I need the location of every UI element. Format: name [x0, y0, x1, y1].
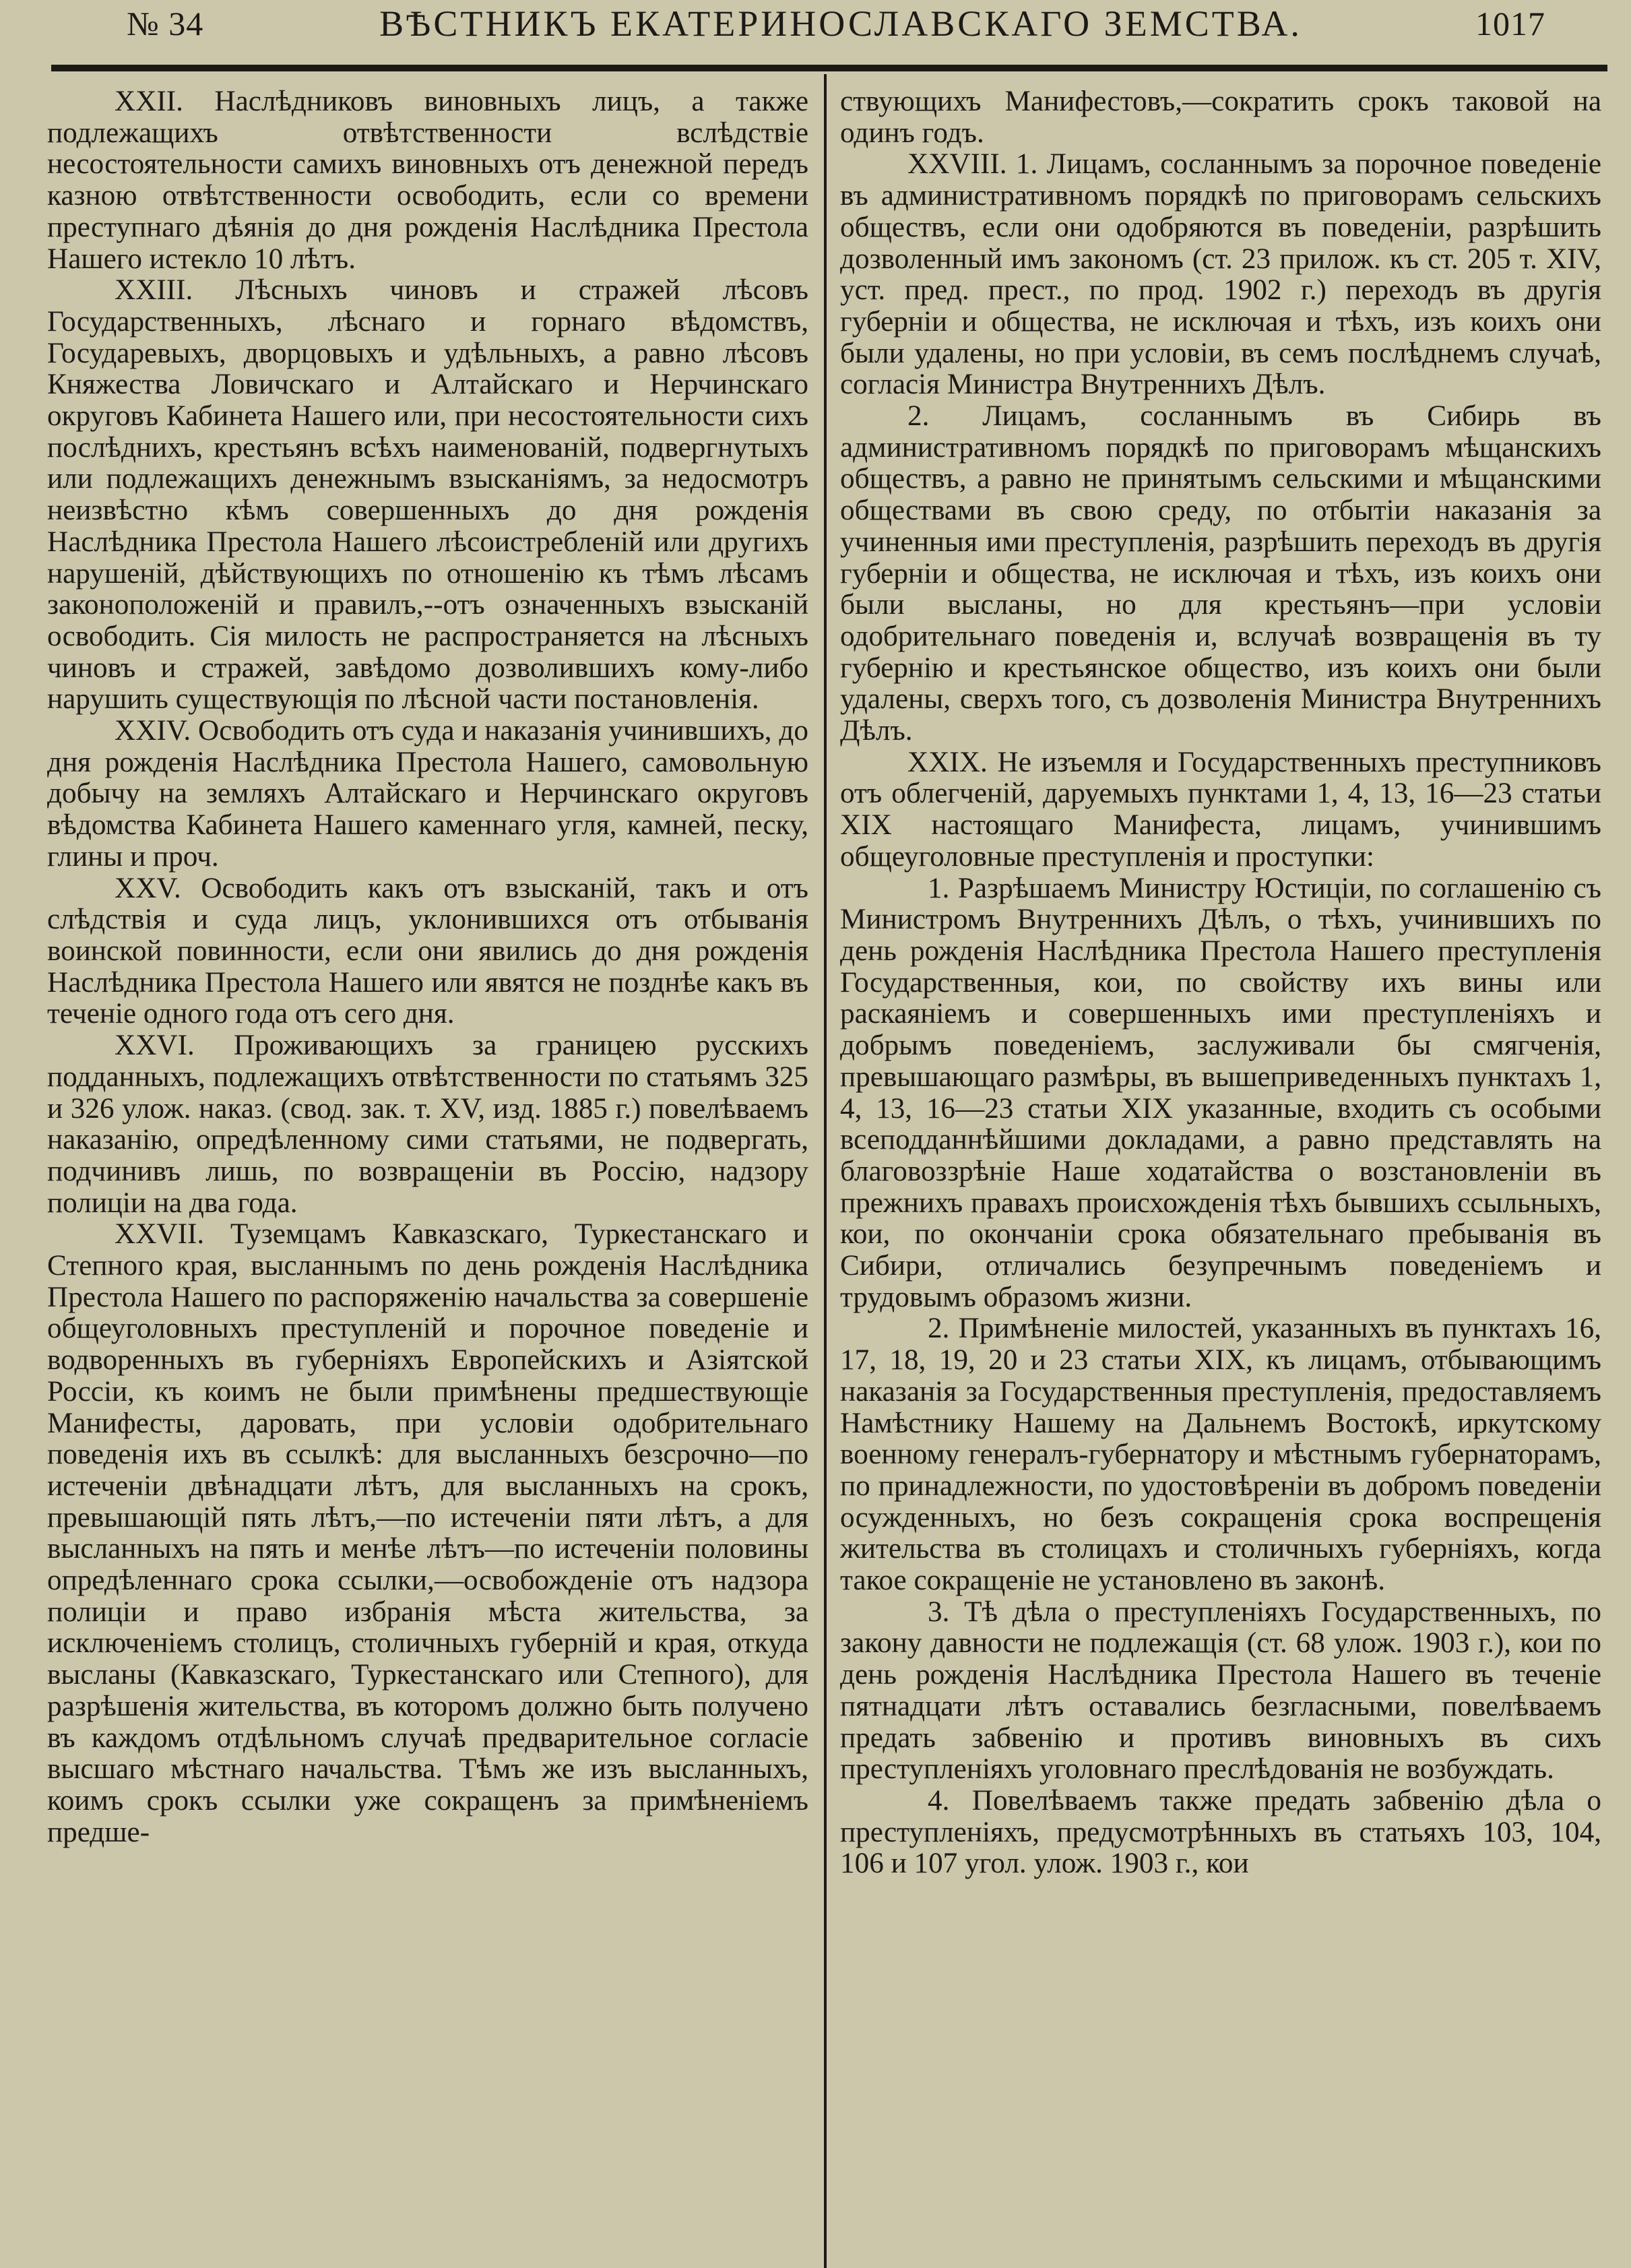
paragraph-xxix-1: 1. Разрѣшаемъ Министру Юстиціи, по соглашенію съ Министромъ Внутреннихъ Дѣлъ, о тѣхъ, учинившихъ по день рожденія Наслѣдника Престола Нашего преступленія Государственныя, кои, по свойству ихъ вины или раскаяніемъ и совершенныхъ ими преступленіяхъ и добрымъ поведеніемъ, заслуживали бы смягченія, превышающаго размѣры, въ вышеприведенныхъ пунктахъ 1, 4, 13, 16—23 статьи XIX указанные, входить съ особыми всеподданнѣйшими докладами, а равно представлять на благовоззрѣніе Наше ходатайства о возстановленіи въ прежнихъ правахъ происхожденія тѣхъ бывшихъ ссыльныхъ, кои, по окончаніи срока обязательнаго пребыванія въ Сибири, отличались безупречнымъ поведеніемъ и трудовымъ образомъ жизни.: [840, 872, 1601, 1313]
paragraph-xxviii-2: 2. Лицамъ, сосланнымъ въ Сибирь въ административномъ порядкѣ по приговорамъ мѣщанскихъ обществъ, а равно не принятымъ сельскими и мѣщанскими обществами въ свою среду, по отбытіи наказанія за учиненныя ими преступленія, разрѣшить переходъ въ другія губерніи и общества, не исключая и тѣхъ, изъ коихъ они были высланы, но для крестьянъ—при условіи одобрительнаго поведенія и, вслучаѣ возвращенія въ ту губернію и крестьянское общество, изъ коихъ они были удалены, сверхъ того, съ дозволенія Министра Внутреннихъ Дѣлъ.: [840, 400, 1601, 747]
paragraph-xxvii: XXVII. Туземцамъ Кавказскаго, Туркестанскаго и Степного края, высланнымъ по день рожденія Наслѣдника Престола Нашего по распоряженію начальства за совершеніе общеуголовныхъ преступленій и порочное поведеніе и водворенныхъ въ губерніяхъ Европейскихъ и Азіятской Россіи, къ коимъ не были примѣнены предшествующіе Манифесты, даровать, при условіи одобрительнаго поведенія ихъ въ ссылкѣ: для высланныхъ безсрочно—по истеченіи двѣнадцати лѣтъ, для высланныхъ на срокъ, превышающій пять лѣтъ,—по истеченіи пяти лѣтъ, а для высланныхъ на пять и менѣе лѣтъ—по истеченіи половины опредѣленнаго срока ссылки,—освобожденіе отъ надзора полиціи и право избранія мѣста жительства, за исключеніемъ столицъ, столичныхъ губерній и края, откуда высланы (Кавказскаго, Туркестанскаго или Степного), для разрѣшенія жительства, въ которомъ должно быть получено въ каждомъ отдѣльномъ случаѣ предварительное согласіе высшаго мѣстнаго начальства. Тѣмъ же изъ высланныхъ, коимъ срокъ ссылки уже сокращенъ за примѣненіемъ предше-: [47, 1218, 808, 1848]
paragraph-xxvi: XXVI. Проживающихъ за границею русскихъ подданныхъ, подлежащихъ отвѣтственности по статьямъ 325 и 326 улож. наказ. (свод. зак. т. XV, изд. 1885 г.) повелѣваемъ наказанію, опредѣленному сими статьями, не подвергать, подчинивъ лишь, по возвращеніи въ Россію, надзору полиціи на два года.: [47, 1030, 808, 1219]
paragraph-continuation: ствующихъ Манифестовъ,—сократить срокъ таковой на одинъ годъ.: [840, 86, 1601, 149]
paragraph-xxiii: XXIII. Лѣсныхъ чиновъ и стражей лѣсовъ Государственныхъ, лѣснаго и горнаго вѣдомствъ, Государевыхъ, дворцовыхъ и удѣльныхъ, а равно лѣсовъ Княжества Ловичскаго и Алтайскаго и Нерчинскаго округовъ Кабинета Нашего или, при несостоятельности сихъ послѣднихъ, крестьянъ всѣхъ наименованій, подвергнутыхъ или подлежащихъ денежнымъ взысканіямъ, за недосмотръ неизвѣстно кѣмъ совершенныхъ до дня рожденія Наслѣдника Престола Нашего лѣсоистребленій или другихъ нарушеній, дѣйствующихъ по отношенію къ тѣмъ лѣсамъ законоположеній и правилъ,--отъ означенныхъ взысканій освободить. Сія милость не распространяется на лѣсныхъ чиновъ и стражей, завѣдомо дозволившихъ кому-либо нарушить существующія по лѣсной части постановленія.: [47, 274, 808, 716]
page-number: 1017: [1475, 5, 1545, 42]
paragraph-xxix-4: 4. Повелѣваемъ также предать забвенію дѣла о преступленіяхъ, предусмотрѣнныхъ въ статьяхъ 103, 104, 106 и 107 угол. улож. 1903 г., кои: [840, 1784, 1601, 1880]
column-separator: [824, 74, 827, 2268]
paragraph-xxv: XXV. Освободить какъ отъ взысканій, такъ и отъ слѣдствія и суда лицъ, уклонившихся отъ отбыванія воинской повинности, если они явились до дня рожденія Наслѣдника Престола Нашего или явятся не позднѣе какъ въ теченіе одного года отъ сего дня.: [47, 872, 808, 1030]
paragraph-xxix-2: 2. Примѣненіе милостей, указанныхъ въ пунктахъ 16, 17, 18, 19, 20 и 23 статьи XIX, къ лицамъ, отбывающимъ наказанія за Государственныя преступленія, предоставляемъ Намѣстнику Нашему на Дальнемъ Востокѣ, иркутскому военному генералъ-губернатору и мѣстнымъ губернаторамъ, по принадлежности, по удостовѣреніи въ добромъ поведеніи осужденныхъ, но безъ сокращенія срока воспрещенія жительства въ столицахъ и столичныхъ губерніяхъ, когда такое сокращеніе не установлено въ законѣ.: [840, 1313, 1601, 1597]
left-column: [47, 86, 808, 2268]
paragraph-xxii: XXII. Наслѣдниковъ виновныхъ лицъ, а также подлежащихъ отвѣтственности вслѣдствіе несостоятельности самихъ виновныхъ отъ денежной передъ казною отвѣтственности освободить, если со времени преступнаго дѣянія до дня рожденія Наслѣдника Престола Нашего истекло 10 лѣтъ.: [47, 86, 808, 275]
journal-title: ВѢСТНИКЪ ЕКАТЕРИНОСЛАВСКАГО ЗЕМСТВА.: [379, 3, 1302, 44]
paragraph-xxviii-1: XXVIII. 1. Лицамъ, сосланнымъ за порочное поведеніе въ административномъ порядкѣ по приговорамъ сельскихъ обществъ, если они одобряются въ поведеніи, разрѣшить дозволенный имъ закономъ (ст. 23 прилож. къ ст. 205 т. XIV, уст. пред. прест., по прод. 1902 г.) переходъ въ другія губерніи и общества, не исключая и тѣхъ, изъ коихъ они были удалены, но при условіи, въ семъ послѣднемъ случаѣ, согласія Министра Внутреннихъ Дѣлъ.: [840, 148, 1601, 401]
right-column: [840, 86, 1601, 2268]
paragraph-xxiv: XXIV. Освободить отъ суда и наказанія учинившихъ, до дня рожденія Наслѣдника Престола Нашего, самовольную добычу на земляхъ Алтайскаго и Нерчинскаго округовъ вѣдомства Кабинета Нашего каменнаго угля, камней, песку, глины и проч.: [47, 715, 808, 873]
paragraph-xxix-3: 3. Тѣ дѣла о преступленіяхъ Государственныхъ, по закону давности не подлежащія (ст. 68 улож. 1903 г.), кои по день рожденія Наслѣдника Престола Нашего въ теченіе пятнадцати лѣтъ оставались безгласными, повелѣваемъ предать забвенію и противъ виновныхъ въ сихъ преступленіяхъ уголовнаго преслѣдованія не возбуждать.: [840, 1596, 1601, 1786]
paragraph-xxix: XXIX. Не изъемля и Государственныхъ преступниковъ отъ облегченій, даруемыхъ пунктами 1, 4, 13, 16—23 статьи XIX настоящаго Манифеста, лицамъ, учинившимъ общеуголовные преступленія и проступки:: [840, 746, 1601, 873]
header-rule: [51, 65, 1607, 71]
issue-number: № 34: [127, 5, 204, 42]
page-header: [47, 0, 1545, 58]
